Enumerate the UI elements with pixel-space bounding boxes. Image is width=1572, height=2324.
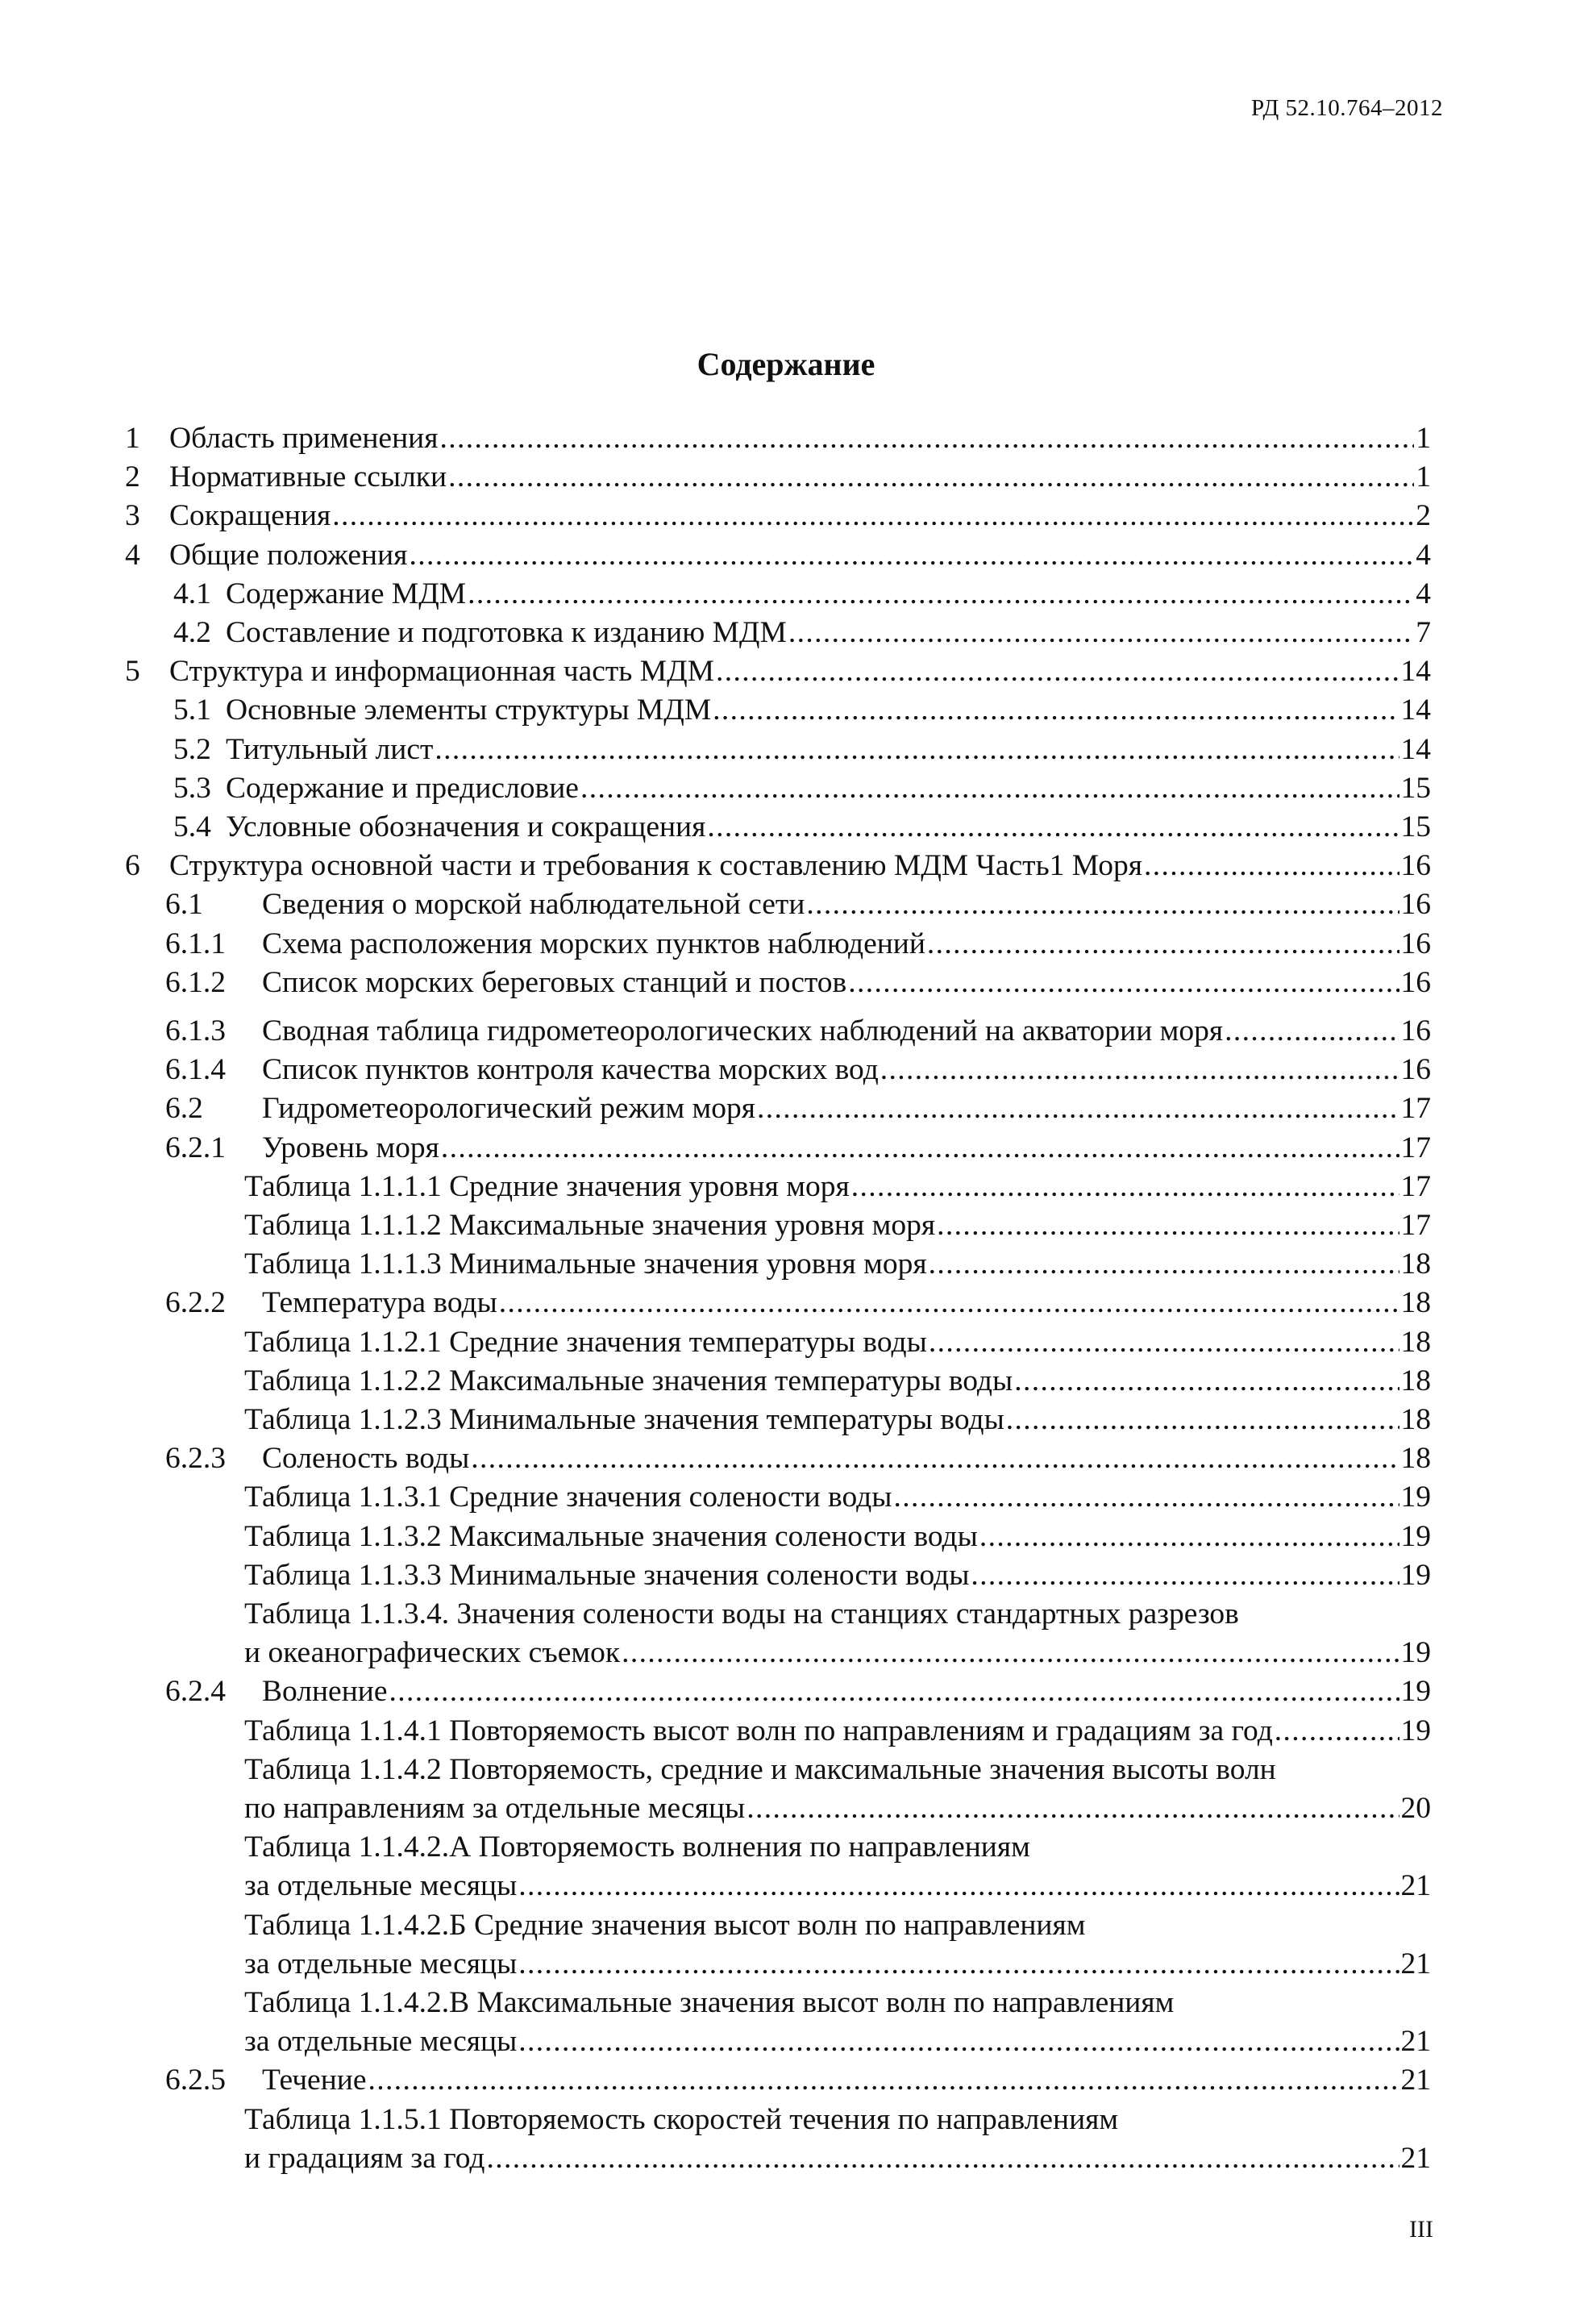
dot-leader (368, 2061, 1399, 2100)
dot-leader (518, 1867, 1399, 1905)
dot-leader (927, 925, 1399, 964)
toc-entry-number: 4.2 (173, 616, 211, 649)
dot-leader (746, 1789, 1399, 1828)
dot-leader (757, 1089, 1399, 1128)
dot-leader (441, 1129, 1399, 1168)
toc-entry-page: 18 (1400, 1403, 1431, 1436)
toc-entry-page: 19 (1400, 1519, 1431, 1553)
toc-entry-page: 16 (1400, 927, 1431, 960)
toc-entry-title: Нормативные ссылки (169, 460, 447, 494)
dot-leader (468, 575, 1414, 614)
dot-leader (409, 536, 1414, 575)
page-title: Содержание (697, 346, 875, 382)
toc-entry-title: Температура воды (262, 1286, 497, 1320)
toc-entry[interactable] (125, 497, 1431, 535)
toc-entry-page: 19 (1400, 1714, 1431, 1747)
toc-entry-page: 21 (1400, 2064, 1431, 2097)
toc-entry-title: Содержание и предисловие (226, 771, 579, 805)
toc-entry-number: 2 (125, 460, 140, 494)
toc-entry-number: 6.2.3 (165, 1442, 226, 1476)
dot-leader (580, 769, 1399, 808)
toc-entry[interactable] (125, 1089, 1431, 1128)
toc-entry[interactable] (125, 1595, 1431, 1672)
toc-entry-title: Таблица 1.1.1.1 Средние значения уровня моря (244, 1169, 850, 1203)
dot-leader (518, 2022, 1399, 2061)
toc-entry-title: Гидрометеорологический режим моря (262, 1092, 756, 1126)
toc-entry-title: Основные элементы структуры МДМ (226, 693, 712, 727)
toc-entry[interactable] (125, 1672, 1431, 1711)
toc-entry-page: 4 (1416, 577, 1431, 610)
toc-entry-page: 17 (1400, 1131, 1431, 1164)
toc-entry[interactable] (125, 691, 1431, 730)
dot-leader (971, 1556, 1399, 1595)
toc-entry-title-continuation: за отдельные месяцы (244, 1869, 518, 1903)
toc-entry[interactable] (125, 1751, 1431, 1828)
toc-entry-number: 5.3 (173, 771, 211, 805)
toc-entry-number: 6.2.2 (165, 1286, 226, 1320)
dot-leader (439, 419, 1414, 458)
toc-entry[interactable] (125, 925, 1431, 964)
toc-entry[interactable] (125, 769, 1431, 808)
toc-entry-title: Таблица 1.1.4.2.А Повторяемость волнения по направлениям (244, 1830, 1030, 1864)
dot-leader (806, 885, 1399, 924)
dot-leader (1225, 1012, 1399, 1051)
dot-leader (332, 497, 1414, 535)
dot-leader (893, 1478, 1399, 1517)
toc-entry-page: 20 (1400, 1791, 1431, 1825)
dot-leader (716, 652, 1399, 691)
toc-entry-number: 6.1.2 (165, 965, 226, 999)
toc-entry[interactable] (125, 1012, 1431, 1051)
dot-leader (499, 1284, 1399, 1322)
toc-entry-title: Область применения (169, 422, 439, 455)
toc-entry-page: 18 (1400, 1442, 1431, 1476)
toc-entry-number: 6.2 (165, 1092, 203, 1126)
toc-entry[interactable] (125, 1323, 1431, 1362)
toc-entry-page: 18 (1400, 1364, 1431, 1397)
toc-entry[interactable] (125, 2061, 1431, 2100)
toc-entry[interactable] (125, 885, 1431, 924)
dot-leader (486, 2139, 1399, 2178)
toc-entry-page: 14 (1400, 732, 1431, 766)
toc-entry[interactable] (125, 964, 1431, 1002)
toc-entry-title: Таблица 1.1.4.2.Б Средние значения высот волн по направлениям (244, 1908, 1086, 1942)
toc-entry-number: 5 (125, 655, 140, 689)
toc-entry-page: 16 (1400, 849, 1431, 883)
toc-entry-number: 6.1.4 (165, 1053, 226, 1087)
toc-entry-title: Таблица 1.1.4.2.В Максимальные значения высот волн по направлениям (244, 1986, 1175, 2019)
dot-leader (979, 1518, 1399, 1556)
toc-entry-title: Уровень моря (262, 1131, 439, 1164)
toc-entry-page: 4 (1416, 538, 1431, 572)
document-code: РД 52.10.764–2012 (1251, 95, 1443, 121)
toc-entry[interactable] (125, 2101, 1431, 2178)
toc-entry[interactable] (125, 575, 1431, 614)
toc-entry-page: 21 (1400, 2141, 1431, 2175)
toc-entry-page: 16 (1400, 1014, 1431, 1047)
toc-entry-title: Волнение (262, 1675, 388, 1709)
toc-entry-title: Сводная таблица гидрометеорологических наблюдений на акватории моря (262, 1014, 1224, 1047)
toc-entry-title-continuation: и градациям за год (244, 2141, 485, 2175)
dot-leader (1014, 1362, 1399, 1401)
dot-leader (435, 731, 1399, 769)
toc-entry-title: Общие положения (169, 538, 408, 572)
toc-entry-title: Таблица 1.1.3.4. Значения солености воды на станциях стандартных разрезов (244, 1597, 1239, 1631)
toc-entry-number: 6.1 (165, 888, 203, 922)
toc-entry[interactable] (125, 847, 1431, 885)
toc-entry-title: Структура основной части и требования к составлению МДМ Часть1 Моря (169, 849, 1142, 883)
toc-entry-title: Таблица 1.1.3.3 Минимальные значения солености воды (244, 1558, 970, 1592)
dot-leader (1275, 1712, 1399, 1751)
toc-entry-page: 16 (1400, 888, 1431, 922)
toc-entry-page: 16 (1400, 965, 1431, 999)
toc-entry-title: Сведения о морской наблюдательной сети (262, 888, 805, 922)
toc-entry[interactable] (125, 1439, 1431, 1478)
toc-entry-page: 16 (1400, 1053, 1431, 1087)
toc-entry-page: 14 (1400, 693, 1431, 727)
toc-entry[interactable] (125, 536, 1431, 575)
toc-entry-title: Таблица 1.1.2.3 Минимальные значения температуры воды (244, 1403, 1004, 1436)
toc-entry-page: 17 (1400, 1092, 1431, 1126)
toc-entry-number: 4 (125, 538, 140, 572)
toc-entry[interactable] (125, 1168, 1431, 1206)
toc-entry-page: 21 (1400, 2025, 1431, 2059)
toc-entry-title: Таблица 1.1.4.1 Повторяемость высот волн по направлениям и градациям за год (244, 1714, 1273, 1747)
toc-entry[interactable] (125, 1906, 1431, 1984)
toc-entry-page: 7 (1416, 616, 1431, 649)
toc-entry-number: 6.1.3 (165, 1014, 226, 1047)
toc-entry-title: Таблица 1.1.3.2 Максимальные значения солености воды (244, 1519, 978, 1553)
toc-entry-page: 18 (1400, 1247, 1431, 1281)
dot-leader (713, 691, 1399, 730)
dot-leader (1144, 847, 1399, 885)
toc-entry-title: Течение (262, 2064, 367, 2097)
dot-leader (851, 1168, 1399, 1206)
toc-entry-number: 5.1 (173, 693, 211, 727)
dot-leader (1006, 1401, 1399, 1439)
dot-leader (518, 1945, 1399, 1984)
toc-entry-title: Список морских береговых станций и постов (262, 965, 847, 999)
toc-entry-title: Таблица 1.1.5.1 Повторяемость скоростей течения по направлениям (244, 2102, 1119, 2136)
toc-entry-title: Сокращения (169, 499, 331, 533)
toc-entry[interactable] (125, 1245, 1431, 1284)
toc-entry-title-continuation: за отдельные месяцы (244, 2025, 518, 2059)
toc-entry-title: Соленость воды (262, 1442, 470, 1476)
toc-entry-page: 19 (1400, 1636, 1431, 1670)
toc-entry-page: 18 (1400, 1325, 1431, 1359)
toc-entry[interactable] (125, 419, 1431, 458)
toc-entry-page: 14 (1400, 655, 1431, 689)
toc-entry[interactable] (125, 731, 1431, 769)
toc-entry-page: 19 (1400, 1675, 1431, 1709)
toc-entry[interactable] (125, 808, 1431, 847)
toc-entry-title: Титульный лист (226, 732, 434, 766)
toc-entry-page: 17 (1400, 1169, 1431, 1203)
toc-entry[interactable] (125, 1828, 1431, 1905)
toc-entry-title-continuation: по направлениям за отдельные месяцы (244, 1791, 746, 1825)
toc-entry-page: 2 (1416, 499, 1431, 533)
toc-entry-title: Составление и подготовка к изданию МДМ (226, 616, 787, 649)
toc-entry-title: Список пунктов контроля качества морских вод (262, 1053, 879, 1087)
toc-entry-page: 15 (1400, 810, 1431, 843)
toc-entry-number: 4.1 (173, 577, 211, 610)
toc-entry[interactable] (125, 1401, 1431, 1439)
dot-leader (707, 808, 1399, 847)
toc-entry-number: 3 (125, 499, 140, 533)
toc-entry-number: 5.2 (173, 732, 211, 766)
toc-entry-number: 6.2.5 (165, 2064, 226, 2097)
dot-leader (622, 1634, 1399, 1672)
toc-entry-title: Таблица 1.1.2.2 Максимальные значения температуры воды (244, 1364, 1013, 1397)
toc-entry-page: 18 (1400, 1286, 1431, 1320)
toc-entry-page: 19 (1400, 1558, 1431, 1592)
dot-leader (471, 1439, 1399, 1478)
dot-leader (929, 1245, 1399, 1284)
toc-entry-title: Содержание МДМ (226, 577, 467, 610)
toc-entry-title: Таблица 1.1.1.2 Максимальные значения уровня моря (244, 1209, 936, 1242)
toc-entry[interactable] (125, 1362, 1431, 1401)
toc-entry-number: 6.1.1 (165, 927, 226, 960)
dot-leader (389, 1672, 1399, 1711)
toc-entry-number: 6.2.4 (165, 1675, 226, 1709)
toc-entry-title: Таблица 1.1.4.2 Повторяемость, средние и максимальные значения высоты волн (244, 1752, 1276, 1786)
toc-entry-title: Структура и информационная часть МДМ (169, 655, 715, 689)
toc-entry-page: 19 (1400, 1481, 1431, 1514)
toc-entry-page: 21 (1400, 1947, 1431, 1980)
toc-entry-title-continuation: и океанографических съемок (244, 1636, 621, 1670)
toc-entry[interactable] (125, 1712, 1431, 1751)
toc-entry-number: 6.2.1 (165, 1131, 226, 1164)
page-number: III (1409, 2216, 1433, 2243)
toc-entry[interactable] (125, 458, 1431, 497)
toc-entry[interactable] (125, 1206, 1431, 1245)
toc-entry-page: 21 (1400, 1869, 1431, 1903)
toc-entry[interactable] (125, 1556, 1431, 1595)
toc-entry-title: Схема расположения морских пунктов наблюдений (262, 927, 925, 960)
toc-entry-number: 1 (125, 422, 140, 455)
toc-entry-page: 1 (1416, 460, 1431, 494)
toc-entry-title: Таблица 1.1.1.3 Минимальные значения уровня моря (244, 1247, 927, 1281)
dot-leader (929, 1323, 1399, 1362)
toc-entry-page: 17 (1400, 1209, 1431, 1242)
toc-entry-title-continuation: за отдельные месяцы (244, 1947, 518, 1980)
toc-entry-page: 15 (1400, 771, 1431, 805)
toc-entry-title: Условные обозначения и сокращения (226, 810, 706, 843)
toc-entry[interactable] (125, 1284, 1431, 1322)
toc-entry[interactable] (125, 1051, 1431, 1089)
dot-leader (937, 1206, 1399, 1245)
toc-entry-number: 5.4 (173, 810, 211, 843)
toc-entry[interactable] (125, 1129, 1431, 1168)
toc-entry-title: Таблица 1.1.2.1 Средние значения температуры воды (244, 1325, 927, 1359)
toc-entry[interactable] (125, 1478, 1431, 1517)
toc-entry[interactable] (125, 1518, 1431, 1556)
toc-entry-title: Таблица 1.1.3.1 Средние значения солености воды (244, 1481, 892, 1514)
dot-leader (788, 614, 1414, 652)
dot-leader (880, 1051, 1399, 1089)
toc-entry[interactable] (125, 1984, 1431, 2061)
toc-entry-number: 6 (125, 849, 140, 883)
dot-leader (448, 458, 1414, 497)
toc-entry-page: 1 (1416, 422, 1431, 455)
dot-leader (848, 964, 1399, 1002)
toc-entry[interactable] (125, 652, 1431, 691)
toc-entry[interactable] (125, 614, 1431, 652)
